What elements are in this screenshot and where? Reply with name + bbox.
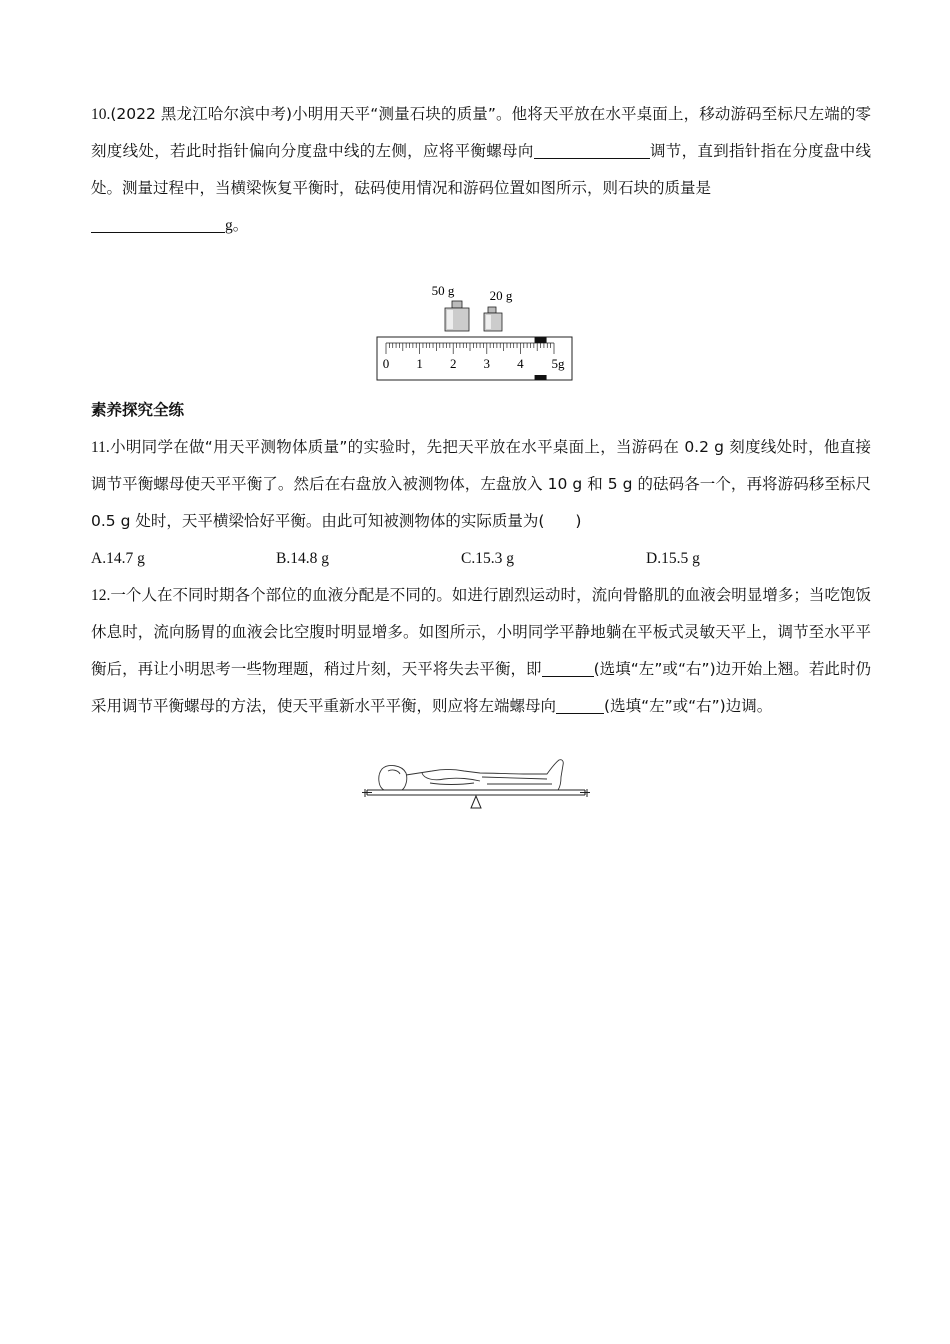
question-10 xyxy=(91,96,871,207)
scale-label: 1 xyxy=(416,356,423,371)
question-10-answer-line xyxy=(91,207,871,244)
option-c[interactable]: C.15.3 g xyxy=(461,550,514,567)
answer-blank[interactable] xyxy=(556,698,604,715)
balance-scale-svg xyxy=(370,280,580,385)
weight-20g-icon xyxy=(484,307,502,331)
document-page xyxy=(91,96,871,725)
options-row xyxy=(91,540,871,577)
section-title: 素养探究全练 xyxy=(91,401,185,419)
question-number: 11. xyxy=(91,439,110,456)
question-text: 一个人在不同时期各个部位的血液分配是不同的。如进行剧烈运动时，流向骨骼肌的血液会明显增多；当吃饱饭休息时，流向肠胃的血液会比空腹时明显增多。如图所示，小明同学平静地躺在平板式灵敏天平上，调节至水平平衡后，再让小明思考一些物理题，稍过片刻，天平将失去平衡，即 xyxy=(91,586,871,678)
person-lying-icon xyxy=(379,760,563,790)
question-number: 12. xyxy=(91,587,111,604)
answer-blank[interactable] xyxy=(542,661,594,678)
option-d[interactable]: D.15.5 g xyxy=(646,550,700,567)
question-12 xyxy=(91,577,871,725)
question-text: (选填“左”或“右”)边调。 xyxy=(604,697,773,715)
question-text: 小明同学在做“用天平测物体质量”的实验时，先把天平放在水平桌面上，当游码在 0.2 g 刻度线处时，他直接调节平衡螺母使天平平衡了。然后在右盘放入被测物体，左盘放入 10 g 和 5 g 的砝码各一个，再将游码移至标尺 0.5 g 处时，天平横梁恰好平衡。由此可知被测物体的实际质量为( ) xyxy=(91,438,871,530)
person-balance-figure xyxy=(362,757,590,817)
scale-label: 0 xyxy=(382,356,390,371)
question-text: 小明用天平“测量石块的质量”。他将天平放在水平桌面上，移动游码至标尺左端的零刻度线处，若此时指针偏向分度盘中线的左侧，应将平衡螺母向 xyxy=(91,105,871,160)
question-text: (选填“左”或“右”)边开始上翘。若此时仍采用调节平衡螺母的方法，使天平重新水平平衡，则应将左端螺母向 xyxy=(91,660,871,715)
rider-block[interactable] xyxy=(535,337,547,343)
question-source: (2022 黑龙江哈尔滨中考) xyxy=(110,105,293,123)
person-balance-svg xyxy=(362,757,590,813)
fulcrum-icon xyxy=(471,796,481,808)
scale-label: 3 xyxy=(483,356,491,371)
rider-block[interactable] xyxy=(535,375,547,380)
scale-label: 4 xyxy=(517,356,524,371)
option-b[interactable]: B.14.8 g xyxy=(276,550,329,567)
weight-label-50g: 50 g xyxy=(431,283,455,298)
weight-label-20g: 20 g xyxy=(489,288,513,303)
question-number: 10. xyxy=(91,106,111,123)
weight-50g-icon xyxy=(445,301,469,331)
question-text: 调节，直到指针指在分度盘中线处。测量过程中，当横梁恢复平衡时，砝码使用情况和游码位置如图所示，则石块的质量是 xyxy=(91,142,871,197)
question-11 xyxy=(91,429,871,540)
scale-label: 2 xyxy=(449,356,457,371)
option-a[interactable]: A.14.7 g xyxy=(91,550,145,567)
answer-blank[interactable] xyxy=(91,217,225,234)
answer-blank[interactable] xyxy=(534,143,650,160)
balance-scale-figure xyxy=(370,280,580,389)
unit-text: g。 xyxy=(225,217,249,234)
scale-label: 5g xyxy=(551,356,565,371)
